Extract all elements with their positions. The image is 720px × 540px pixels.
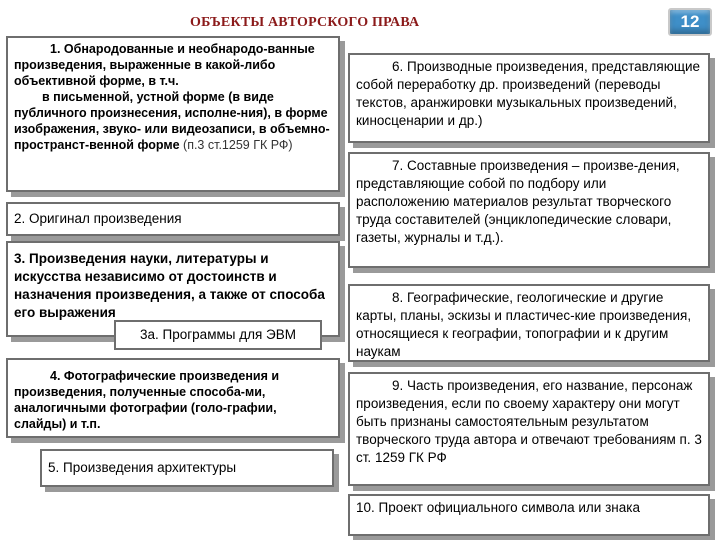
item-1-reference: (п.3 ст.1259 ГК РФ) [183, 138, 293, 152]
item-6-text: 6. Производные произведения, представляющие собой переработку др. произведений (переводы текстов, аранжировки музыкальных произведений, киносценарии и др.) [356, 59, 700, 128]
item-10-official-symbol-project [348, 494, 710, 536]
item-4-text: 4. Фотографические произведения и произведения, полученные способа-ми, аналогичными фотографии (голо-графии, слайды) и т.п. [14, 369, 280, 431]
item-3a-computer-programs [114, 320, 322, 350]
item-5-architecture [40, 449, 334, 487]
page-number-badge: 12 [668, 8, 712, 36]
item-8-maps-and-plans [348, 284, 710, 362]
item-1-text: 1. Обнародованные и необнародо-ванные произведения, выраженные в какой-либо объективной форме, в т.ч. [14, 42, 315, 88]
item-9-part-of-work [348, 372, 710, 486]
item-4-photographic-works [6, 358, 340, 438]
item-5-text: 5. Произведения архитектуры [48, 460, 237, 475]
item-7-text: 7. Составные произведения – произве-дения, представляющие собой по подбору или расположению материалов результат творческого труда составителей (энциклопедические словари, газеты, журналы и т.д.). [356, 158, 680, 245]
item-2-original-work [6, 202, 340, 236]
item-3-text: 3. Произведения науки, литературы и искусства независимо от достоинств и назначения произведения, а также от способа его выражения [14, 251, 325, 320]
item-8-text: 8. Географические, геологические и другие карты, планы, эскизы и пластичес-кие произведения, относящиеся к географии, топографии и к другим наукам [356, 290, 692, 359]
item-10-text: 10. Проект официального символа или знака [356, 500, 640, 515]
item-1-published-works [6, 36, 340, 192]
item-3a-text: 3а. Программы для ЭВМ [140, 327, 296, 342]
item-2-text: 2. Оригинал произведения [14, 211, 182, 226]
item-9-text: 9. Часть произведения, его название, персонаж произведения, если по своему характеру они могут быть признаны самостоятельным результатом творческого труда автора и отвечают требованиям п. 3 ст. 1259 ГК РФ [356, 378, 702, 465]
page-title: ОБЪЕКТЫ АВТОРСКОГО ПРАВА [190, 15, 420, 30]
item-6-derivative-works [348, 53, 710, 143]
item-7-compound-works [348, 152, 710, 268]
item-1-forms-text: в письменной, устной форме (в виде публичного произнесения, исполне-ния), в форме изображения, звуко- или видеозаписи, в объемно-пространст-венной форме [14, 90, 330, 152]
